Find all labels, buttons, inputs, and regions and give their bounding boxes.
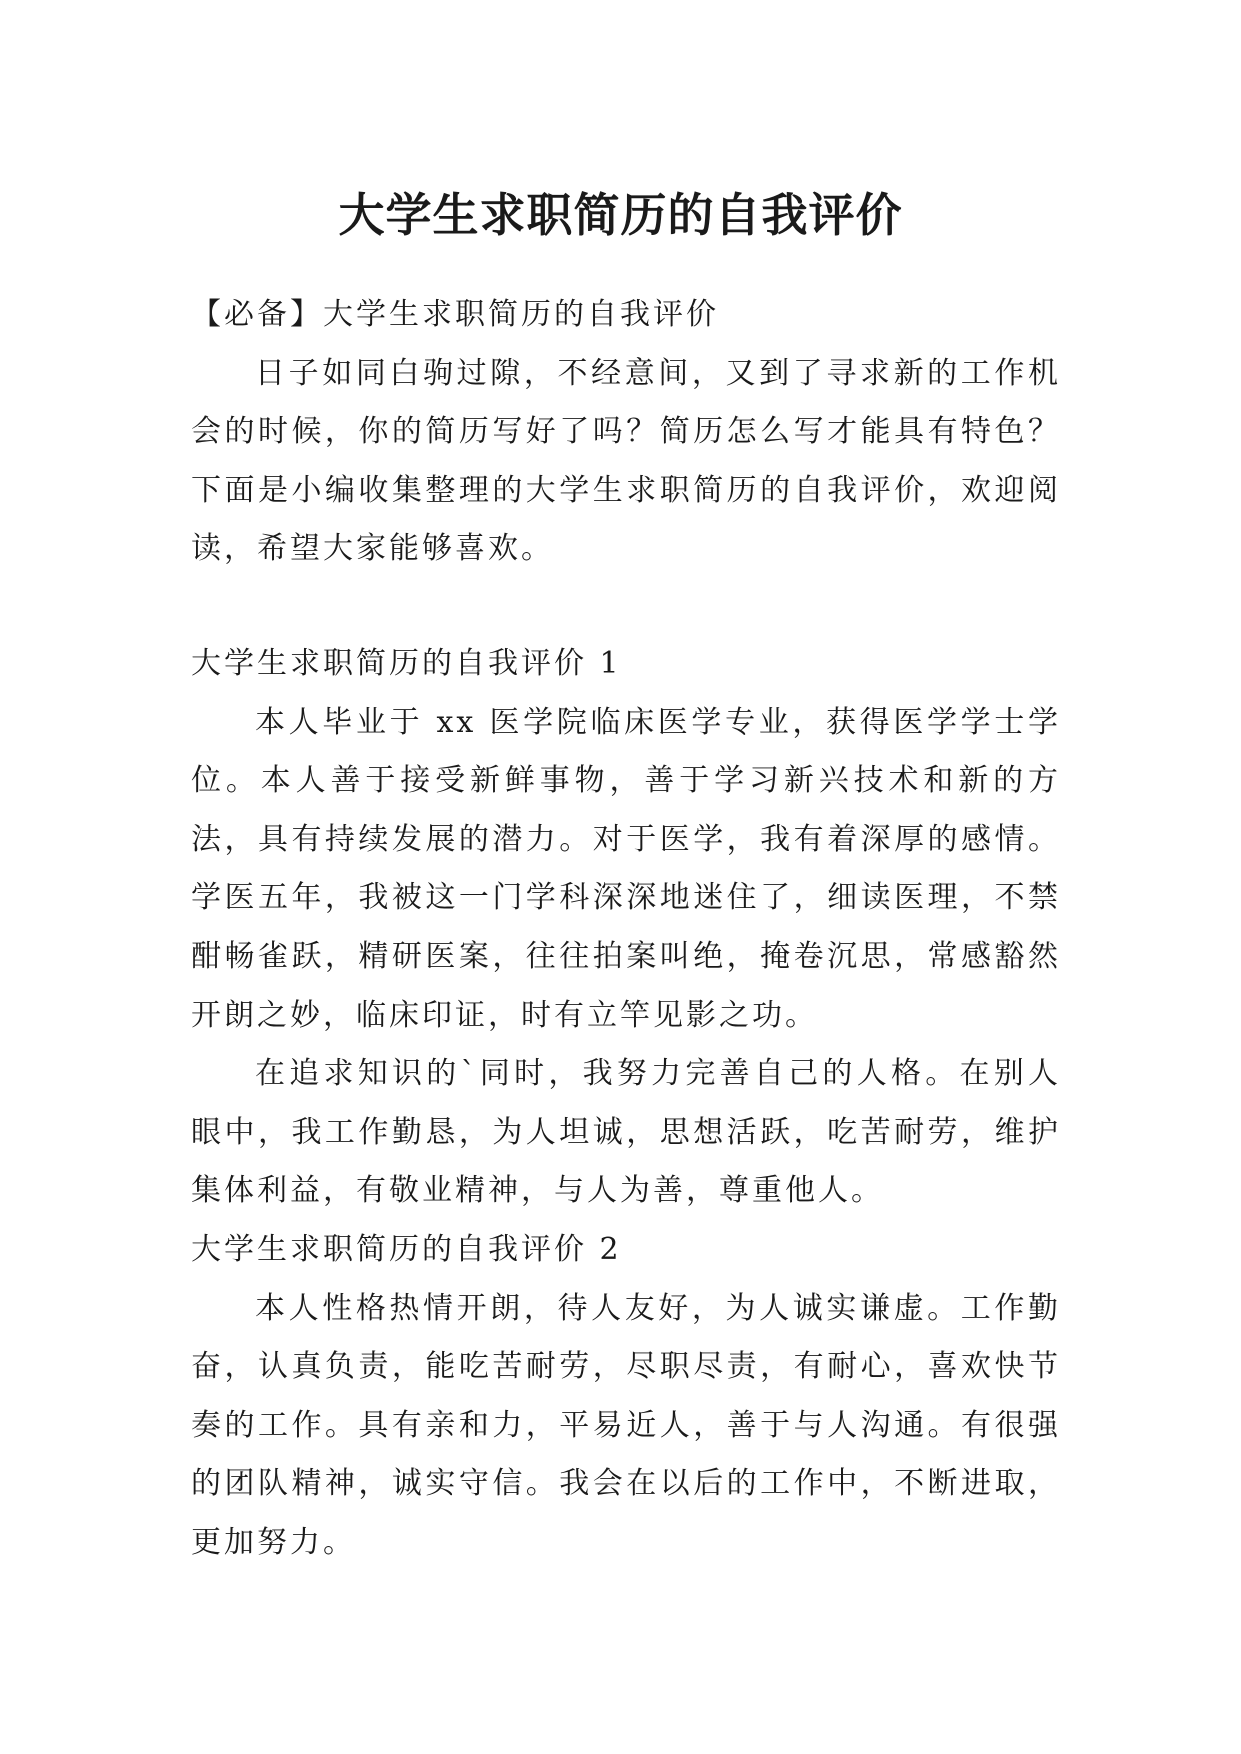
section-2-heading: 大学生求职简历的自我评价 2 [191, 1231, 622, 1267]
section-1-heading: 大学生求职简历的自我评价 1 [191, 645, 622, 681]
intro-paragraph: 日子如同白驹过隙，不经意间，又到了寻求新的工作机会的时候，你的简历写好了吗？简历怎么写才能具有特色？下面是小编收集整理的大学生求职简历的自我评价，欢迎阅读，希望大家能够喜欢。 [191, 355, 1061, 567]
section-1-paragraph-2: 在追求知识的`同时，我努力完善自己的人格。在别人眼中，我工作勤恳，为人坦诚，思想活跃，吃苦耐劳，维护集体利益，有敬业精神，与人为善，尊重他人。 [191, 1056, 1061, 1209]
section-2-paragraph-1: 本人性格热情开朗，待人友好，为人诚实谦虚。工作勤奋，认真负责，能吃苦耐劳，尽职尽责，有耐心，喜欢快节奏的工作。具有亲和力，平易近人，善于与人沟通。有很强的团队精神，诚实守信。我会在以后的工作中，不断进取，更加努力。 [191, 1290, 1061, 1560]
section-1-paragraph-1: 本人毕业于 xx 医学院临床医学专业，获得医学学士学位。本人善于接受新鲜事物，善于学习新兴技术和新的方法，具有持续发展的潜力。对于医学，我有着深厚的感情。学医五年，我被这一门学科深深地迷住了，细读医理，不禁酣畅雀跃，精研医案，往往拍案叫绝，掩卷沉思，常感豁然开朗之妙，临床印证，时有立竿见影之功。 [191, 704, 1061, 1033]
intro-heading: 【必备】大学生求职简历的自我评价 [191, 297, 719, 332]
document-title: 大学生求职简历的自我评价 [338, 187, 903, 242]
document-body [191, 286, 1061, 1572]
section-spacer [191, 579, 1061, 635]
